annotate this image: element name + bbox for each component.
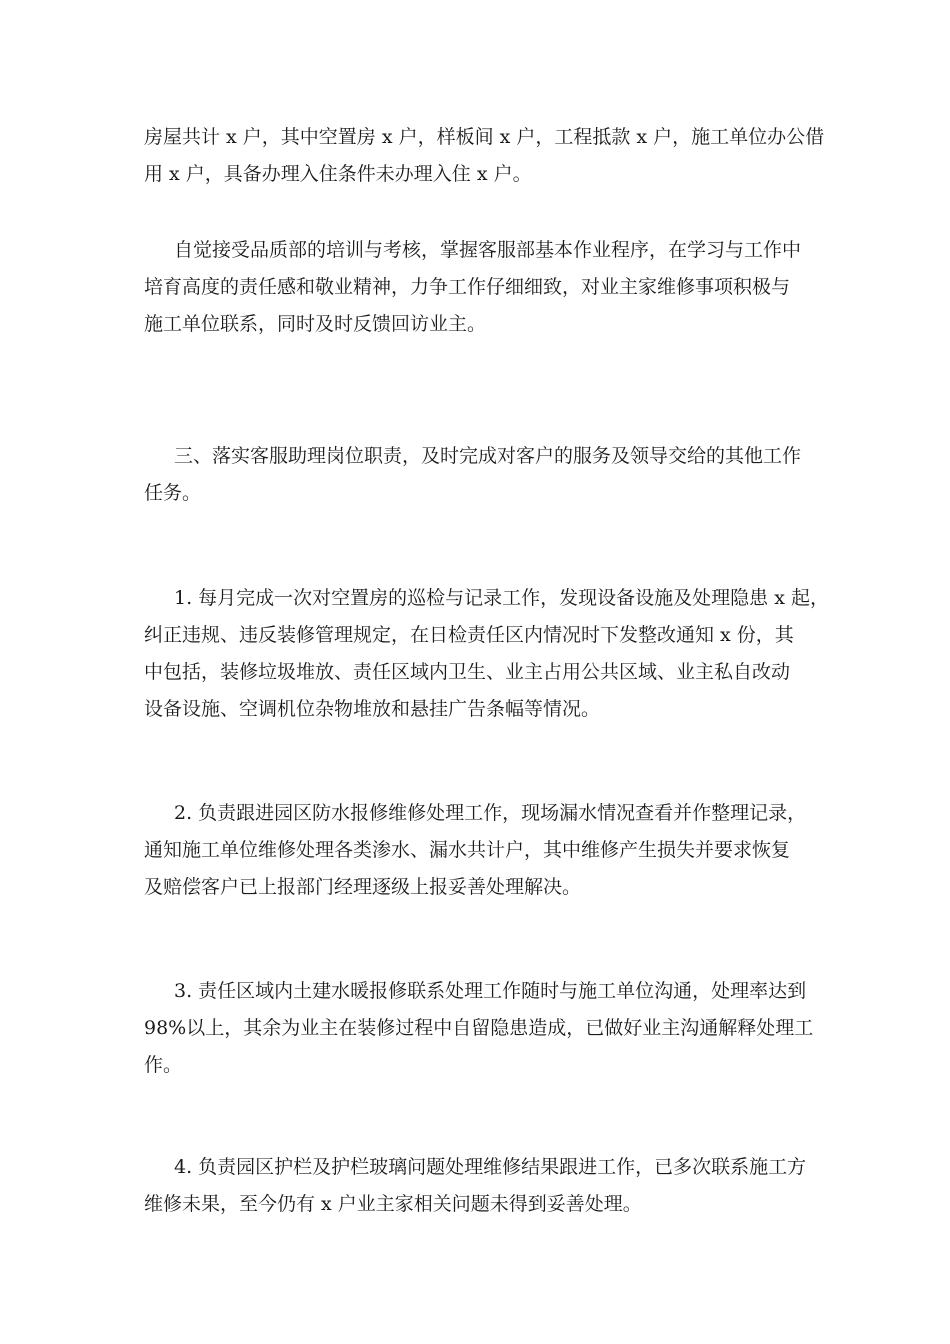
- text-line: 1. 每月完成一次对空置房的巡检与记录工作，发现设备设施及处理隐患 x 起，: [174, 587, 829, 609]
- text-line: 4. 负责园区护栏及护栏玻璃问题处理维修结果跟进工作，已多次联系施工方: [174, 1156, 807, 1178]
- text-line: 用 x 户，具备办理入住条件未办理入住 x 户。: [144, 163, 532, 185]
- paragraph-item-2: [144, 795, 816, 906]
- text-line: 培育高度的责任感和敬业精神，力争工作仔细细致，对业主家维修事项积极与: [144, 276, 791, 298]
- paragraph-item-4: [144, 1149, 816, 1223]
- paragraph-training: [144, 232, 816, 343]
- paragraph-item-3: [144, 973, 816, 1084]
- text-line: 设备设施、空调机位杂物堆放和悬挂广告条幅等情况。: [144, 698, 601, 720]
- paragraph-item-1: [144, 580, 829, 728]
- text-line: 3. 责任区域内土建水暖报修联系处理工作随时与施工单位沟通，处理率达到: [174, 980, 807, 1002]
- text-line: 施工单位联系，同时及时反馈回访业主。: [144, 313, 487, 335]
- text-line: 维修未果，至今仍有 x 户业主家相关问题未得到妥善处理。: [144, 1193, 642, 1215]
- text-line: 中包括，装修垃圾堆放、责任区域内卫生、业主占用公共区域、业主私自改动: [144, 661, 791, 683]
- text-line: 2. 负责跟进园区防水报修维修处理工作，现场漏水情况查看并作整理记录，: [174, 802, 807, 824]
- text-line: 纠正违规、违反装修管理规定，在日检责任区内情况时下发整改通知 x 份，其: [144, 624, 794, 646]
- paragraph-housing-count: [144, 119, 825, 193]
- paragraph-section-three: [144, 438, 816, 512]
- text-line: 作。: [144, 1054, 183, 1076]
- text-line: 98%以上，其余为业主在装修过程中自留隐患造成，已做好业主沟通解释处理工: [144, 1017, 814, 1039]
- text-line: 通知施工单位维修处理各类渗水、漏水共计户，其中维修产生损失并要求恢复: [144, 839, 791, 861]
- text-line: 三、落实客服助理岗位职责，及时完成对客户的服务及领导交给的其他工作: [174, 445, 802, 467]
- text-line: 任务。: [144, 482, 202, 504]
- text-line: 自觉接受品质部的培训与考核，掌握客服部基本作业程序，在学习与工作中: [174, 239, 802, 261]
- text-line: 房屋共计 x 户，其中空置房 x 户，样板间 x 户，工程抵款 x 户，施工单位办公借: [144, 126, 825, 148]
- text-line: 及赔偿客户已上报部门经理逐级上报妥善处理解决。: [144, 876, 582, 898]
